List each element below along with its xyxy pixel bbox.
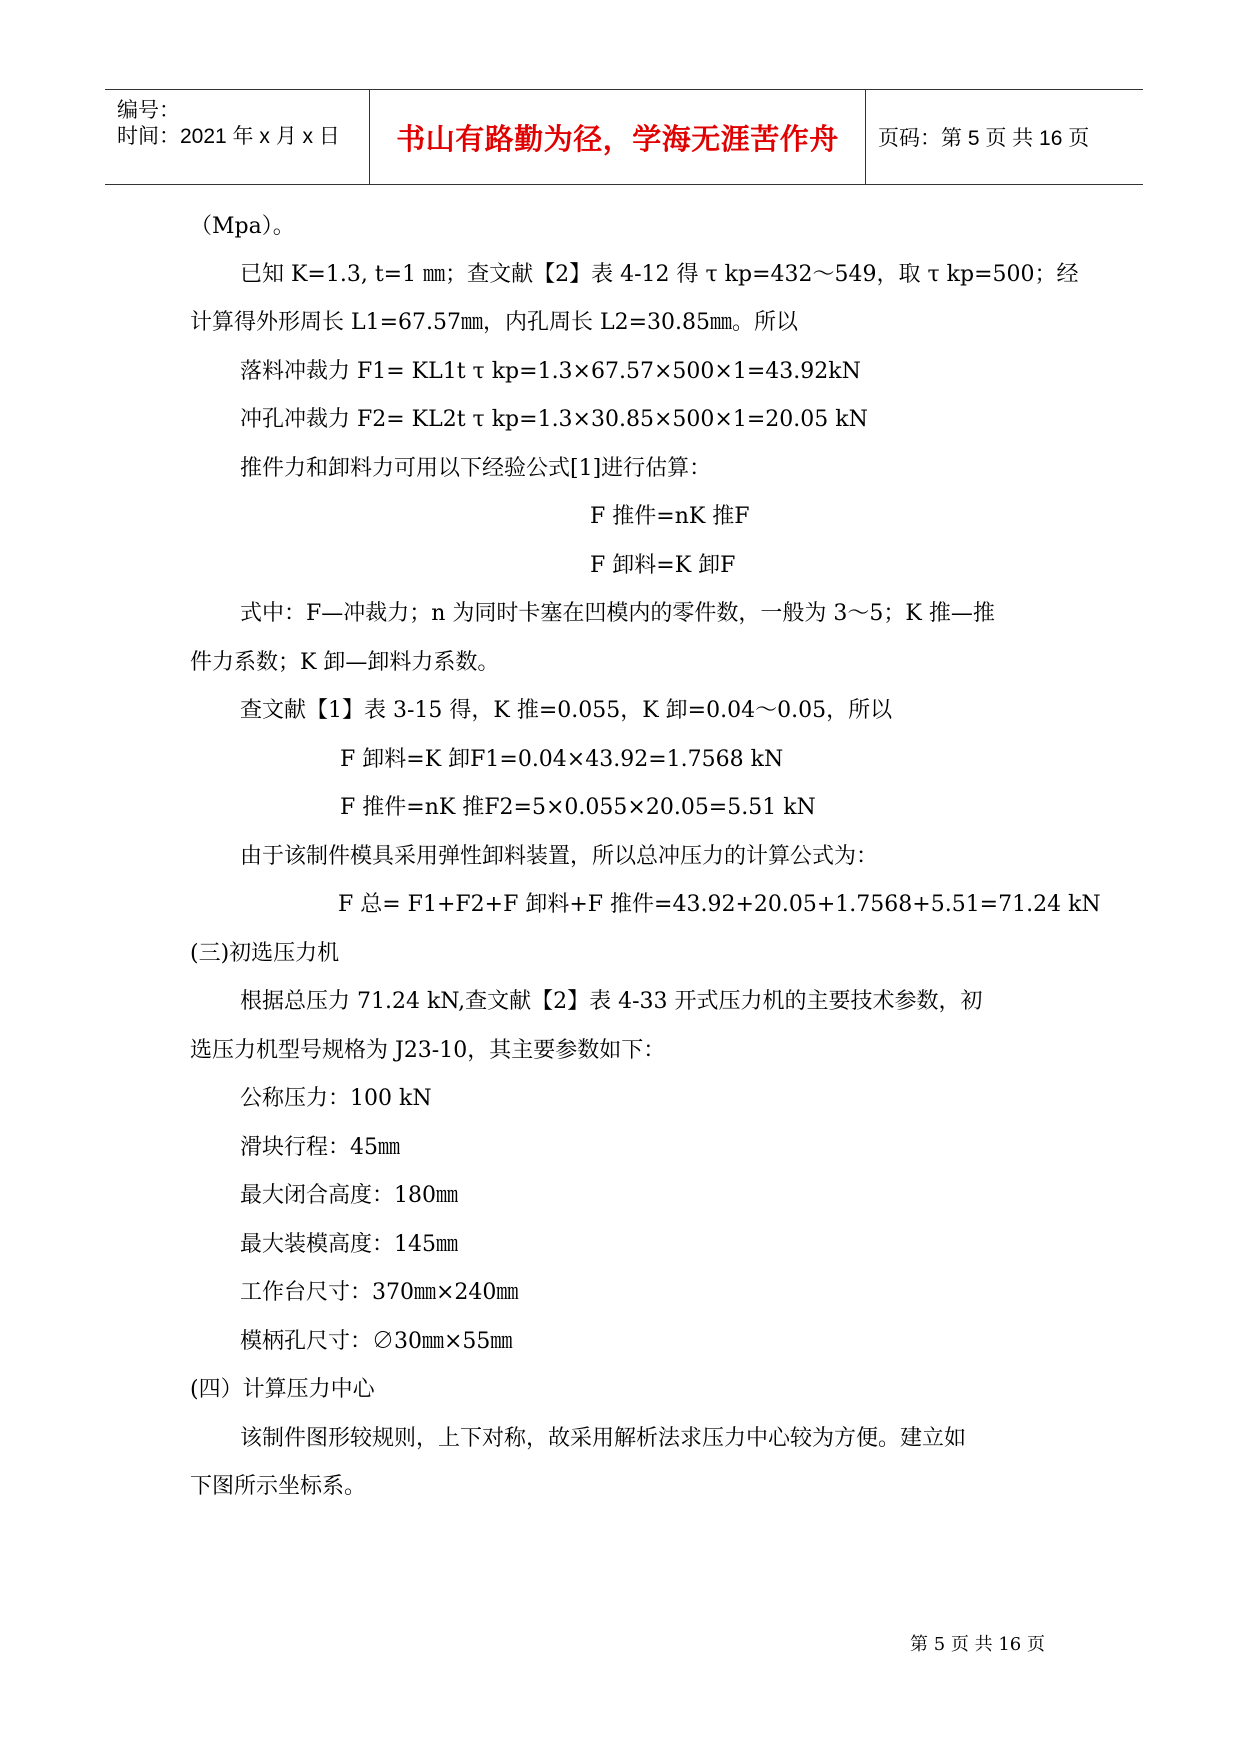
formula-line: F 总= F1+F2+F 卸料+F 推件=43.92+20.05+1.7568+5.51=71.24 kN (338, 892, 1101, 917)
formula-line: F 推件=nK 推F (590, 504, 750, 529)
page-header (105, 89, 1143, 185)
header-motto: 书山有路勤为径，学海无涯苦作舟 (370, 90, 866, 184)
text-line: 推件力和卸料力可用以下经验公式[1]进行估算： (240, 456, 712, 481)
text-line: （Mpa）。 (190, 214, 295, 239)
text-line: 落料冲裁力 F1= KL1t τ kp=1.3×67.57×500×1=43.92kN (240, 359, 861, 384)
formula-line: F 推件=nK 推F2=5×0.055×20.05=5.51 kN (340, 795, 816, 820)
page-footer: 第 5 页 共 16 页 (910, 1634, 1045, 1655)
text-line: 计算得外形周长 L1=67.57㎜，内孔周长 L2=30.85㎜。所以 (190, 310, 799, 335)
formula-line: F 卸料=K 卸F (590, 553, 736, 578)
text-line: 式中：F—冲裁力；n 为同时卡塞在凹模内的零件数，一般为 3～5；K 推—推 (240, 601, 995, 626)
text-line: 件力系数；K 卸—卸料力系数。 (190, 650, 500, 675)
formula-line: F 卸料=K 卸F1=0.04×43.92=1.7568 kN (340, 747, 784, 772)
text-line: 由于该制件模具采用弹性卸料装置，所以总冲压力的计算公式为： (240, 844, 879, 869)
param-line: 工作台尺寸：370㎜×240㎜ (240, 1280, 519, 1305)
param-line: 最大装模高度：145㎜ (240, 1232, 458, 1257)
param-line: 模柄孔尺寸：∅30㎜×55㎜ (240, 1329, 513, 1354)
section-heading: (三)初选压力机 (190, 941, 340, 966)
document-time-label: 时间：2021 年 x 月 x 日 (117, 125, 340, 148)
document-number-label: 编号： (117, 99, 180, 122)
text-line: 选压力机型号规格为 J23-10，其主要参数如下： (190, 1038, 666, 1063)
text-line: 冲孔冲裁力 F2= KL2t τ kp=1.3×30.85×500×1=20.05 kN (240, 407, 868, 432)
section-heading: (四）计算压力中心 (190, 1377, 375, 1402)
text-line: 根据总压力 71.24 kN,查文献【2】表 4-33 开式压力机的主要技术参数，初 (240, 989, 983, 1014)
text-line: 查文献【1】表 3-15 得，K 推=0.055，K 卸=0.04～0.05，所以 (240, 698, 893, 723)
param-line: 最大闭合高度：180㎜ (240, 1183, 458, 1208)
text-line: 该制件图形较规则，上下对称，故采用解析法求压力中心较为方便。建立如 (240, 1426, 967, 1451)
header-info-cell (105, 90, 370, 184)
param-line: 公称压力：100 kN (240, 1086, 432, 1111)
text-line: 已知 K=1.3, t=1 ㎜；查文献【2】表 4-12 得 τ kp=432～549，取 τ kp=500；经 (240, 262, 1079, 287)
text-line: 下图所示坐标系。 (190, 1474, 367, 1499)
header-page-label: 页码：第 5 页 共 16 页 (878, 127, 1090, 150)
param-line: 滑块行程：45㎜ (240, 1135, 400, 1160)
